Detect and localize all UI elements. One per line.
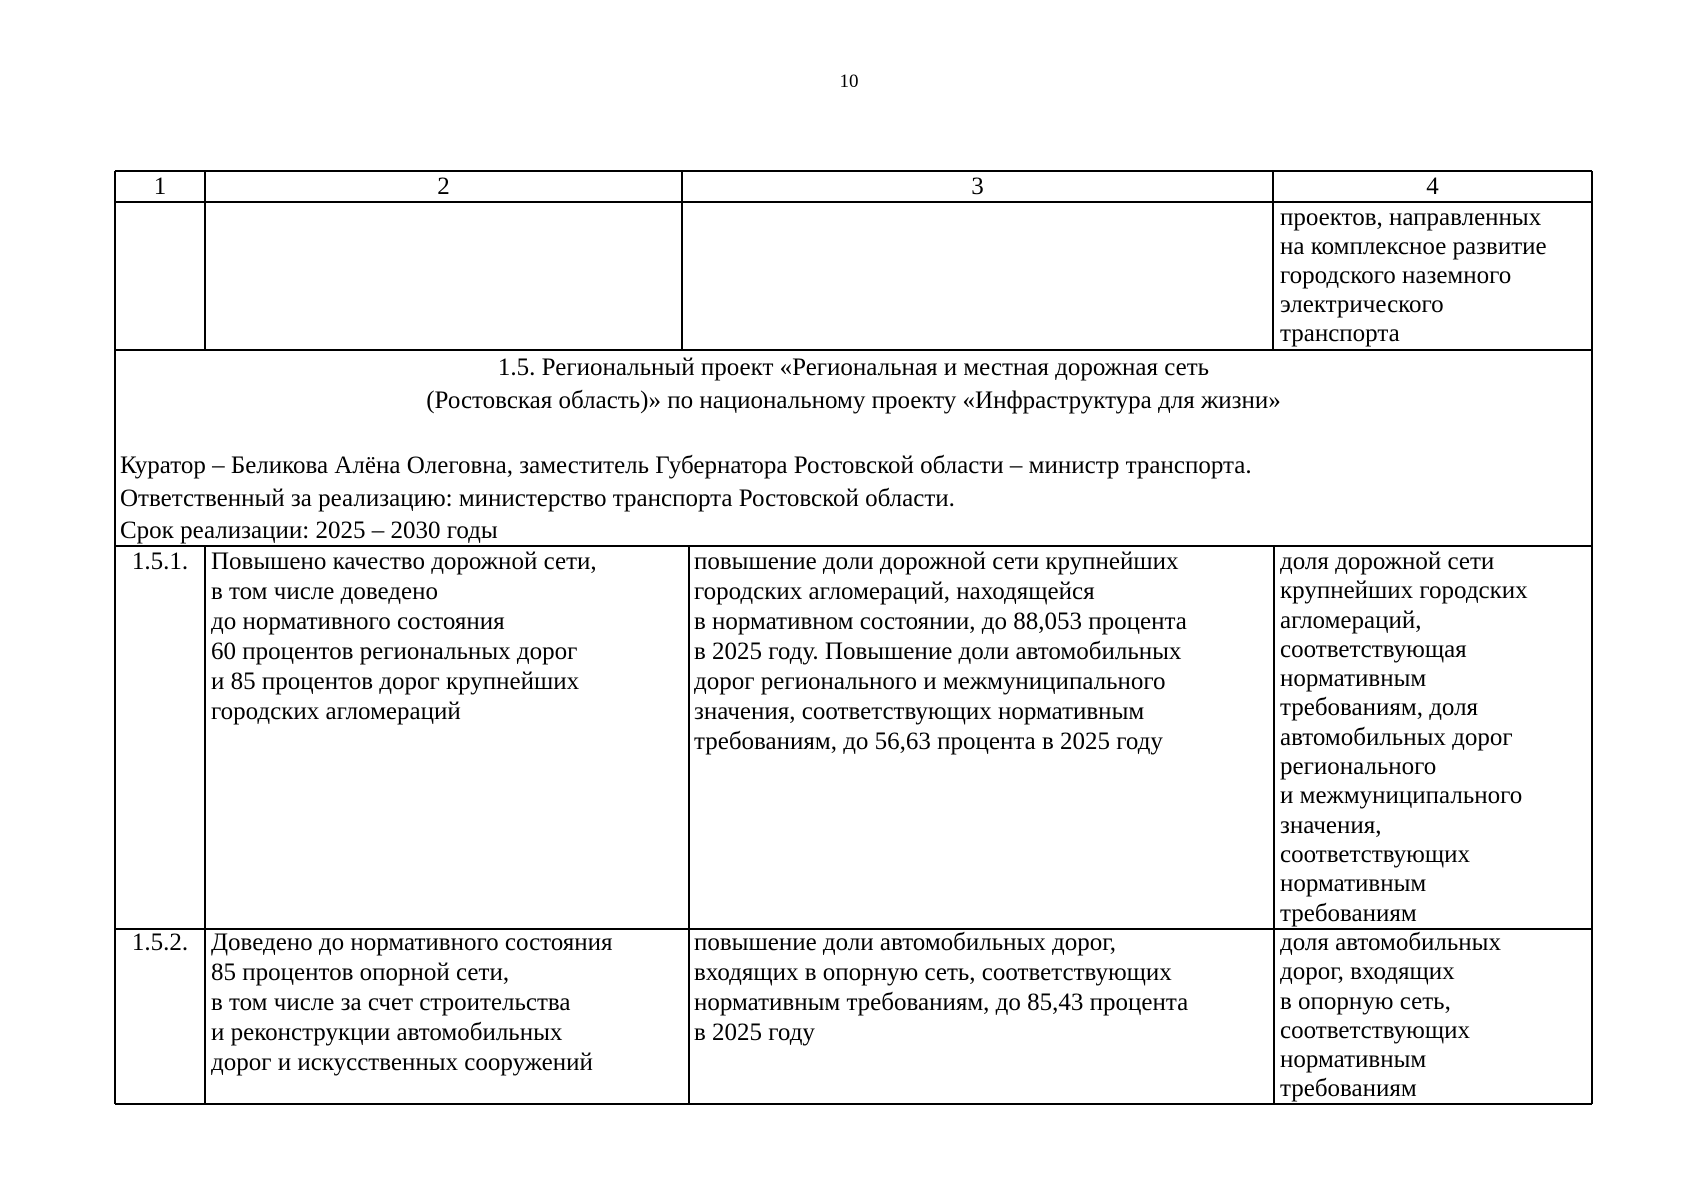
page-number: 10 xyxy=(839,71,859,92)
row-description: повышение доли дорожной сети крупнейших городских агломераций, находящейся в нормативном состоянии, до 88,053 процента в 2025 году. Повышение доли автомобильных дорог регионального и межмуниципального значения, соответствующих нормативным требованиям, до 56,63 процента в 2025 году xyxy=(694,548,1187,755)
row-number: 1.5.1. xyxy=(131,548,189,575)
row-result: Доведено до нормативного состояния 85 процентов опорной сети, в том числе за счет строительства и реконструкции автомобильных дорог и искусственных сооружений xyxy=(211,929,613,1076)
continuation-col-4: проектов, направленных на комплексное развитие городского наземного электрического транспорта xyxy=(1280,204,1547,347)
row-indicator: доля дорожной сети крупнейших городских агломераций, соответствующая нормативным требованиям, доля автомобильных дорог регионального и межмуниципального значения, соответствующих нормативным требованиям xyxy=(1280,548,1528,927)
row-number: 1.5.2. xyxy=(131,929,189,956)
section-title-line-2: (Ростовская область)» по национальному проекту «Инфраструктура для жизни» xyxy=(426,387,1281,414)
row-result: Повышено качество дорожной сети, в том числе доведено до нормативного состояния 60 процентов региональных дорог и 85 процентов дорог крупнейших городских агломераций xyxy=(211,548,597,725)
section-responsible: Ответственный за реализацию: министерство транспорта Ростовской области. xyxy=(120,485,955,512)
header-col-4: 4 xyxy=(1426,173,1439,200)
section-curator: Куратор – Беликова Алёна Олеговна, заместитель Губернатора Ростовской области – министр транспорта. xyxy=(120,452,1252,479)
header-col-2: 2 xyxy=(437,173,450,200)
row-description: повышение доли автомобильных дорог, входящих в опорную сеть, соответствующих нормативным требованиям, до 85,43 процента в 2025 году xyxy=(694,929,1189,1046)
section-title-line-1: 1.5. Региональный проект «Региональная и местная дорожная сеть xyxy=(497,354,1210,381)
section-term: Срок реализации: 2025 – 2030 годы xyxy=(120,517,498,544)
row-indicator: доля автомобильных дорог, входящих в опорную сеть, соответствующих нормативным требованиям xyxy=(1280,929,1501,1103)
header-col-3: 3 xyxy=(971,173,984,200)
header-col-1: 1 xyxy=(153,173,167,200)
